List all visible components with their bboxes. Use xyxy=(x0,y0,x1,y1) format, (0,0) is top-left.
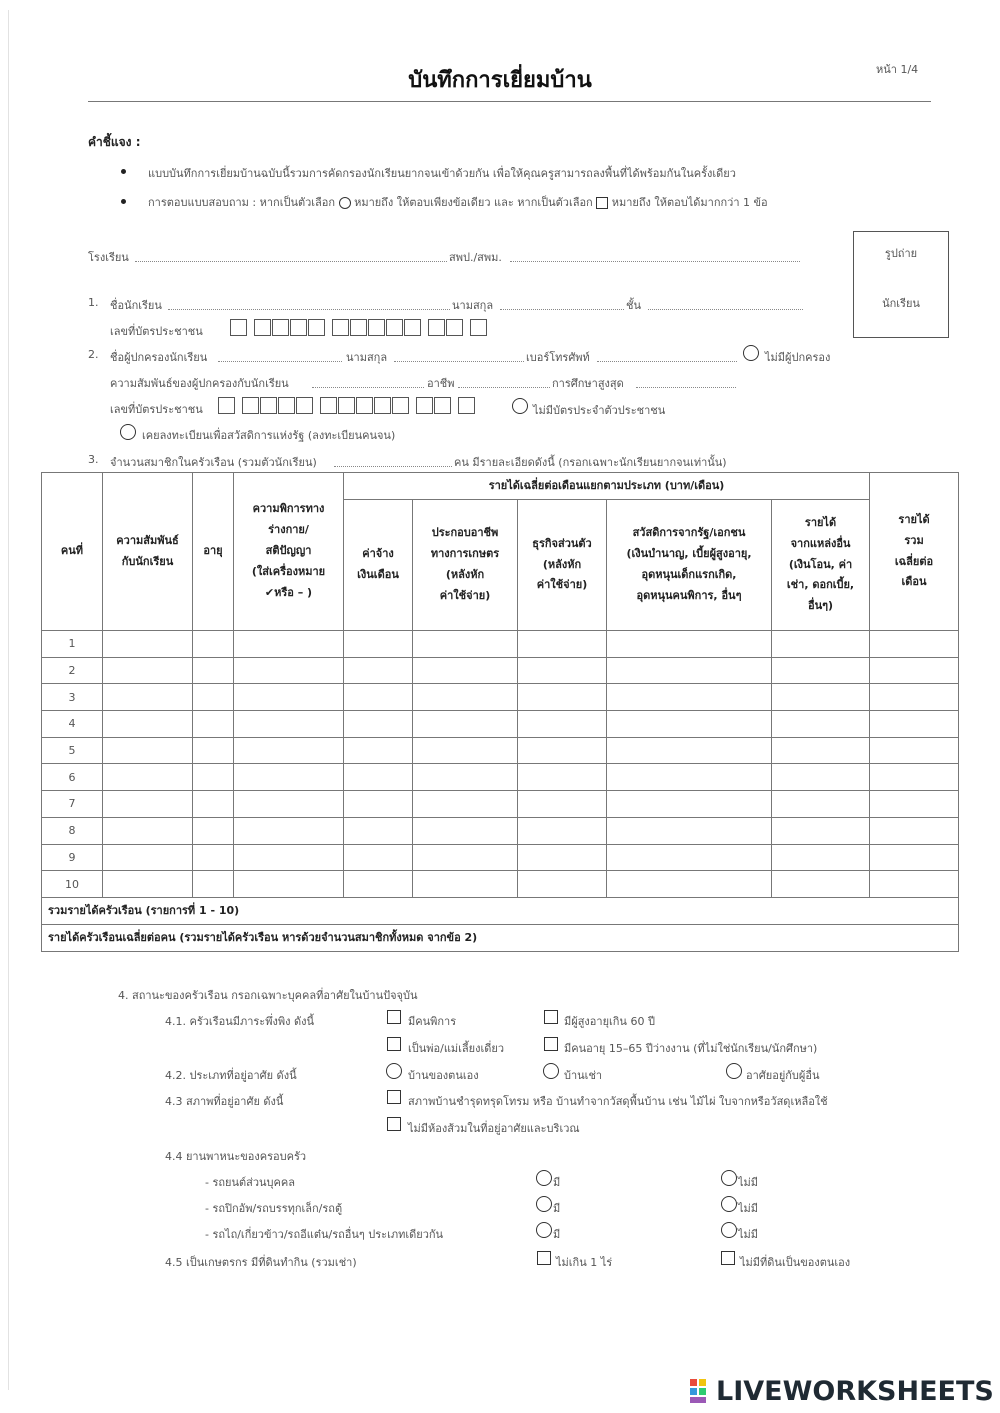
school-label: โรงเรียน xyxy=(88,251,129,264)
q43-poor-condition-label: สภาพบ้านชำรุดทรุดโทรม หรือ บ้านทำจากวัสดุพื้นบ้าน เช่น ไม้ไผ่ ใบจากหรือวัสดุเหลือใช้ xyxy=(408,1095,828,1108)
table-cell[interactable] xyxy=(413,711,518,738)
vehicle-tractor-yes-radio[interactable] xyxy=(536,1222,552,1238)
district-field[interactable] xyxy=(510,260,800,262)
table-cell[interactable] xyxy=(344,791,413,818)
table-cell[interactable] xyxy=(518,764,607,791)
table-cell[interactable] xyxy=(103,791,193,818)
table-cell[interactable] xyxy=(518,791,607,818)
table-cell[interactable] xyxy=(518,844,607,871)
table-row xyxy=(42,817,959,844)
table-cell[interactable] xyxy=(103,711,193,738)
table-cell[interactable] xyxy=(870,871,959,898)
row-number: 2 xyxy=(42,657,103,684)
id-digit-box[interactable] xyxy=(368,319,385,336)
student-photo-box[interactable] xyxy=(853,231,949,338)
q43-label: 4.3 สภาพที่อยู่อาศัย ดังนี้ xyxy=(165,1095,284,1108)
row-number: 8 xyxy=(42,817,103,844)
table-cell[interactable] xyxy=(344,631,413,658)
row-number: 5 xyxy=(42,737,103,764)
student-surname-field[interactable] xyxy=(500,308,624,310)
q1-number: 1. xyxy=(88,296,99,309)
id-digit-box[interactable] xyxy=(386,319,403,336)
table-cell[interactable] xyxy=(607,764,772,791)
instruction-1: แบบบันทึกการเยี่ยมบ้านฉบับนี้รวมการคัดกรองนักเรียนยากจนเข้าด้วยกัน เพื่อให้คุณครูสามารถลงพื้นที่ได้พร้อมกันในครั้งเดียว xyxy=(148,167,736,180)
table-cell[interactable] xyxy=(344,737,413,764)
table-cell[interactable] xyxy=(344,844,413,871)
job-label: อาชีพ xyxy=(427,377,455,390)
id-digit-box[interactable] xyxy=(254,319,271,336)
vehicle-pickup-yes-radio[interactable] xyxy=(536,1196,552,1212)
table-cell[interactable] xyxy=(870,684,959,711)
id-digit-box[interactable] xyxy=(434,397,451,414)
instruction-2b: หมายถึง ให้ตอบเพียงข้อเดียว และ หากเป็นตัวเลือก xyxy=(354,196,593,209)
table-cell[interactable] xyxy=(234,684,344,711)
q41-disabled-label: มีคนพิการ xyxy=(408,1015,457,1028)
id-digit-box[interactable] xyxy=(458,397,475,414)
id-digit-box[interactable] xyxy=(218,397,235,414)
row-number: 4 xyxy=(42,711,103,738)
table-cell[interactable] xyxy=(103,737,193,764)
q43-no-toilet-checkbox[interactable] xyxy=(387,1117,401,1131)
id-digit-box[interactable] xyxy=(338,397,355,414)
table-cell[interactable] xyxy=(344,684,413,711)
table-cell[interactable] xyxy=(772,764,870,791)
household-count-label: จำนวนสมาชิกในครัวเรือน (รวมตัวนักเรียน) xyxy=(110,456,317,469)
table-cell[interactable] xyxy=(193,817,234,844)
q42-label: 4.2. ประเภทที่อยู่อาศัย ดังนี้ xyxy=(165,1069,297,1082)
table-cell[interactable] xyxy=(193,844,234,871)
table-cell[interactable] xyxy=(607,844,772,871)
id-digit-box[interactable] xyxy=(392,397,409,414)
id-digit-box[interactable] xyxy=(242,397,259,414)
q3-number: 3. xyxy=(88,453,99,466)
instructions-heading: คำชี้แจง : xyxy=(88,135,141,149)
vehicle-tractor-yes-label: มี xyxy=(553,1228,561,1241)
q45-under-1rai-checkbox[interactable] xyxy=(537,1251,551,1265)
q45-label: 4.5 เป็นเกษตรกร มีที่ดินทำกิน (รวมเช่า) xyxy=(165,1256,357,1269)
table-cell[interactable] xyxy=(234,737,344,764)
col-total: รายได้ รวม เฉลี่ยต่อ เดือน xyxy=(870,473,959,631)
education-label: การศึกษาสูงสุด xyxy=(552,377,624,390)
table-cell[interactable] xyxy=(193,711,234,738)
col-person-no: คนที่ xyxy=(42,473,103,631)
table-cell[interactable] xyxy=(193,684,234,711)
q41-unemployed-label: มีคนอายุ 15–65 ปีว่างงาน (ที่ไม่ใช่นักเรียน/นักศึกษา) xyxy=(564,1042,818,1055)
table-cell[interactable] xyxy=(103,684,193,711)
table-cell[interactable] xyxy=(518,711,607,738)
col-agriculture: ประกอบอาชีพ ทางการเกษตร (หลังหัก ค่าใช้จ่าย) xyxy=(413,500,518,631)
table-row xyxy=(42,657,959,684)
table-cell[interactable] xyxy=(607,657,772,684)
grade-label: ชั้น xyxy=(626,299,641,312)
photo-label-1: รูปถ่าย xyxy=(884,247,918,260)
id-digit-box[interactable] xyxy=(272,319,289,336)
col-wage: ค่าจ้าง เงินเดือน xyxy=(344,500,413,631)
table-cell[interactable] xyxy=(870,631,959,658)
table-cell[interactable] xyxy=(103,844,193,871)
table-cell[interactable] xyxy=(234,844,344,871)
id-digit-box[interactable] xyxy=(416,397,433,414)
table-cell[interactable] xyxy=(518,684,607,711)
row-number: 10 xyxy=(42,871,103,898)
table-cell[interactable] xyxy=(870,791,959,818)
guardian-surname-label: นามสกุล xyxy=(346,351,388,364)
row-number: 9 xyxy=(42,844,103,871)
id-digit-box[interactable] xyxy=(350,319,367,336)
id-digit-box[interactable] xyxy=(320,397,337,414)
col-business: ธุรกิจส่วนตัว (หลังหัก ค่าใช้จ่าย) xyxy=(518,500,607,631)
table-cell[interactable] xyxy=(772,684,870,711)
id-digit-box[interactable] xyxy=(332,319,349,336)
table-cell[interactable] xyxy=(518,871,607,898)
table-cell[interactable] xyxy=(413,844,518,871)
table-row xyxy=(42,871,959,898)
id-digit-box[interactable] xyxy=(308,319,325,336)
row-number: 3 xyxy=(42,684,103,711)
table-cell[interactable] xyxy=(234,871,344,898)
table-cell[interactable] xyxy=(772,631,870,658)
id-digit-box[interactable] xyxy=(470,319,487,336)
household-income-total-row: รวมรายได้ครัวเรือน (รายการที่ 1 - 10) xyxy=(42,897,959,924)
table-cell[interactable] xyxy=(234,631,344,658)
vehicle-tractor-no-radio[interactable] xyxy=(721,1222,737,1238)
table-cell[interactable] xyxy=(344,764,413,791)
title-divider xyxy=(88,101,931,102)
table-cell[interactable] xyxy=(413,791,518,818)
student-surname-label: นามสกุล xyxy=(452,299,494,312)
q41-disabled-checkbox[interactable] xyxy=(387,1010,401,1024)
instruction-2a: การตอบแบบสอบถาม : หากเป็นตัวเลือก xyxy=(148,196,336,209)
vehicle-car-label: - รถยนต์ส่วนบุคคล xyxy=(205,1176,295,1189)
table-row xyxy=(42,631,959,658)
table-cell[interactable] xyxy=(413,871,518,898)
table-cell[interactable] xyxy=(772,817,870,844)
table-cell[interactable] xyxy=(870,844,959,871)
vehicle-tractor-no-label: ไม่มี xyxy=(738,1228,759,1241)
welfare-radio[interactable] xyxy=(120,424,136,440)
household-income-table xyxy=(41,472,959,952)
id-digit-box[interactable] xyxy=(428,319,445,336)
guardian-name-label: ชื่อผู้ปกครองนักเรียน xyxy=(110,351,208,364)
table-cell[interactable] xyxy=(234,764,344,791)
phone-field[interactable] xyxy=(597,360,737,362)
id-digit-box[interactable] xyxy=(278,397,295,414)
table-cell[interactable] xyxy=(234,711,344,738)
col-relation: ความสัมพันธ์ กับนักเรียน xyxy=(103,473,193,631)
table-cell[interactable] xyxy=(103,657,193,684)
bullet xyxy=(121,199,126,204)
q41-unemployed-checkbox[interactable] xyxy=(544,1037,558,1051)
table-cell[interactable] xyxy=(193,871,234,898)
table-cell[interactable] xyxy=(344,711,413,738)
vehicle-pickup-label: - รถปิกอัพ/รถบรรทุกเล็ก/รถตู้ xyxy=(205,1202,343,1215)
q45-no-land-label: ไม่มีที่ดินเป็นของตนเอง xyxy=(740,1256,851,1269)
q42-with-others-label: อาศัยอยู่กับผู้อื่น xyxy=(746,1069,820,1082)
table-cell[interactable] xyxy=(772,737,870,764)
table-cell[interactable] xyxy=(870,764,959,791)
guardian-name-field[interactable] xyxy=(218,360,342,362)
id-digit-box[interactable] xyxy=(404,319,421,336)
col-income-group: รายได้เฉลี่ยต่อเดือนแยกตามประเภท (บาท/เดือน) xyxy=(344,473,870,500)
job-field[interactable] xyxy=(458,386,550,388)
relation-label: ความสัมพันธ์ของผู้ปกครองกับนักเรียน xyxy=(110,377,289,390)
table-cell[interactable] xyxy=(103,871,193,898)
q43-poor-condition-checkbox[interactable] xyxy=(387,1090,401,1104)
q41-label: 4.1. ครัวเรือนมีภาระพึ่งพิง ดังนี้ xyxy=(165,1015,314,1028)
no-id-radio[interactable] xyxy=(512,398,528,414)
table-cell[interactable] xyxy=(234,657,344,684)
table-cell[interactable] xyxy=(607,871,772,898)
q41-single-parent-checkbox[interactable] xyxy=(387,1037,401,1051)
no-guardian-label: ไม่มีผู้ปกครอง xyxy=(765,351,831,364)
table-cell[interactable] xyxy=(607,684,772,711)
vehicle-pickup-no-label: ไม่มี xyxy=(738,1202,759,1215)
instruction-2c: หมายถึง ให้ตอบได้มากกว่า 1 ข้อ xyxy=(611,196,768,209)
row-number: 7 xyxy=(42,791,103,818)
logo-text: LIVEWORKSHEETS xyxy=(716,1376,994,1407)
student-name-field[interactable] xyxy=(168,308,450,310)
liveworksheets-logo xyxy=(690,1376,994,1407)
district-label: สพป./สพม. xyxy=(449,251,502,264)
table-row xyxy=(42,684,959,711)
page-title: บันทึกการเยี่ยมบ้าน xyxy=(408,68,592,93)
table-cell[interactable] xyxy=(344,817,413,844)
vehicle-car-yes-radio[interactable] xyxy=(536,1170,552,1186)
table-cell[interactable] xyxy=(193,631,234,658)
table-cell[interactable] xyxy=(607,631,772,658)
table-row xyxy=(42,791,959,818)
col-welfare: สวัสดิการจากรัฐ/เอกชน (เงินบำนาญ, เบี้ยผู้สูงอายุ, อุดหนุนเด็กแรกเกิด, อุดหนุนคนพิการ, อื่นๆ xyxy=(607,500,772,631)
table-cell[interactable] xyxy=(413,657,518,684)
table-cell[interactable] xyxy=(518,631,607,658)
table-cell[interactable] xyxy=(518,817,607,844)
q42-own-house-label: บ้านของตนเอง xyxy=(408,1069,479,1082)
guardian-id-boxes[interactable] xyxy=(218,397,476,414)
no-guardian-radio[interactable] xyxy=(743,345,759,361)
vehicle-car-yes-label: มี xyxy=(553,1176,561,1189)
school-field[interactable] xyxy=(135,260,447,262)
table-row xyxy=(42,764,959,791)
household-count-note: คน มีรายละเอียดดังนี้ (กรอกเฉพาะนักเรียนยากจนเท่านั้น) xyxy=(454,456,727,469)
table-cell[interactable] xyxy=(103,764,193,791)
table-cell[interactable] xyxy=(193,764,234,791)
table-cell[interactable] xyxy=(607,737,772,764)
table-cell[interactable] xyxy=(870,817,959,844)
photo-label-2: นักเรียน xyxy=(882,297,920,310)
table-cell[interactable] xyxy=(607,711,772,738)
table-cell[interactable] xyxy=(772,791,870,818)
table-cell[interactable] xyxy=(870,711,959,738)
id-digit-box[interactable] xyxy=(230,319,247,336)
table-cell[interactable] xyxy=(413,684,518,711)
student-name-label: ชื่อนักเรียน xyxy=(110,299,162,312)
guardian-surname-field[interactable] xyxy=(394,360,524,362)
household-count-field[interactable] xyxy=(334,465,452,467)
table-cell[interactable] xyxy=(103,631,193,658)
table-cell[interactable] xyxy=(772,657,870,684)
q41-elderly-label: มีผู้สูงอายุเกิน 60 ปี xyxy=(564,1015,655,1028)
vehicle-car-no-label: ไม่มี xyxy=(738,1176,759,1189)
q45-under-1rai-label: ไม่เกิน 1 ไร่ xyxy=(556,1256,613,1269)
q42-own-house-radio[interactable] xyxy=(386,1063,402,1079)
table-cell[interactable] xyxy=(413,737,518,764)
q44-label: 4.4 ยานพาหนะของครอบครัว xyxy=(165,1150,307,1163)
col-other-income: รายได้ จากแหล่งอื่น (เงินโอน, ค่า เช่า, ดอกเบี้ย, อื่นๆ) xyxy=(772,500,870,631)
table-cell[interactable] xyxy=(518,737,607,764)
id-digit-box[interactable] xyxy=(374,397,391,414)
table-cell[interactable] xyxy=(413,631,518,658)
table-cell[interactable] xyxy=(344,871,413,898)
welfare-label: เคยลงทะเบียนเพื่อสวัสดิการแห่งรัฐ (ลงทะเบียนคนจน) xyxy=(142,429,396,442)
table-cell[interactable] xyxy=(234,817,344,844)
income-per-person-row: รายได้ครัวเรือนเฉลี่ยต่อคน (รวมรายได้ครัวเรือน หารด้วยจำนวนสมาชิกทั้งหมด จากข้อ 2) xyxy=(42,924,959,951)
page-number: หน้า 1/4 xyxy=(876,63,919,76)
student-id-label: เลขที่บัตรประชาชน xyxy=(110,325,203,338)
phone-label: เบอร์โทรศัพท์ xyxy=(526,351,590,364)
guardian-id-label: เลขที่บัตรประชาชน xyxy=(110,403,203,416)
col-age: อายุ xyxy=(193,473,234,631)
grade-field[interactable] xyxy=(648,308,803,310)
table-cell[interactable] xyxy=(607,817,772,844)
q42-rented-label: บ้านเช่า xyxy=(564,1069,603,1082)
table-cell[interactable] xyxy=(193,737,234,764)
table-row xyxy=(42,844,959,871)
vehicle-pickup-yes-label: มี xyxy=(553,1202,561,1215)
q42-rented-radio[interactable] xyxy=(543,1063,559,1079)
table-cell[interactable] xyxy=(234,791,344,818)
table-cell[interactable] xyxy=(772,844,870,871)
q43-no-toilet-label: ไม่มีห้องส้วมในที่อยู่อาศัยและบริเวณ xyxy=(408,1122,580,1135)
table-cell[interactable] xyxy=(103,817,193,844)
q41-single-parent-label: เป็นพ่อ/แม่เลี้ยงเดี่ยว xyxy=(408,1042,505,1055)
id-digit-box[interactable] xyxy=(290,319,307,336)
id-digit-box[interactable] xyxy=(446,319,463,336)
instruction-2 xyxy=(148,193,768,211)
table-cell[interactable] xyxy=(413,764,518,791)
id-digit-box[interactable] xyxy=(260,397,277,414)
table-cell[interactable] xyxy=(870,657,959,684)
q42-with-others-radio[interactable] xyxy=(726,1063,742,1079)
radio-symbol-icon xyxy=(339,197,351,209)
lws-logo-icon xyxy=(690,1379,716,1403)
q2-number: 2. xyxy=(88,348,99,361)
table-row xyxy=(42,711,959,738)
table-cell[interactable] xyxy=(193,791,234,818)
student-id-boxes[interactable] xyxy=(230,319,488,336)
education-field[interactable] xyxy=(636,386,736,388)
relation-field[interactable] xyxy=(312,386,424,388)
table-cell[interactable] xyxy=(772,871,870,898)
id-digit-box[interactable] xyxy=(356,397,373,414)
vehicle-car-no-radio[interactable] xyxy=(721,1170,737,1186)
table-cell[interactable] xyxy=(518,657,607,684)
row-number: 1 xyxy=(42,631,103,658)
checkbox-symbol-icon xyxy=(596,197,608,209)
table-cell[interactable] xyxy=(772,711,870,738)
bullet xyxy=(121,169,126,174)
q45-no-land-checkbox[interactable] xyxy=(721,1251,735,1265)
table-cell[interactable] xyxy=(607,791,772,818)
no-id-label: ไม่มีบัตรประจำตัวประชาชน xyxy=(533,404,666,417)
id-digit-box[interactable] xyxy=(296,397,313,414)
q41-elderly-checkbox[interactable] xyxy=(544,1010,558,1024)
table-cell[interactable] xyxy=(193,657,234,684)
table-cell[interactable] xyxy=(413,817,518,844)
col-disability: ความพิการทาง ร่างกาย/ สติปัญญา (ใส่เครื่องหมาย ✔หรือ – ) xyxy=(234,473,344,631)
table-cell[interactable] xyxy=(344,657,413,684)
q4-heading: 4. สถานะของครัวเรือน กรอกเฉพาะบุคคลที่อาศัยในบ้านปัจจุบัน xyxy=(118,989,418,1002)
table-cell[interactable] xyxy=(870,737,959,764)
vehicle-tractor-label: - รถไถ/เกี่ยวข้าว/รถอีแต๋น/รถอื่นๆ ประเภทเดียวกัน xyxy=(205,1228,444,1241)
vehicle-pickup-no-radio[interactable] xyxy=(721,1196,737,1212)
row-number: 6 xyxy=(42,764,103,791)
table-row xyxy=(42,737,959,764)
